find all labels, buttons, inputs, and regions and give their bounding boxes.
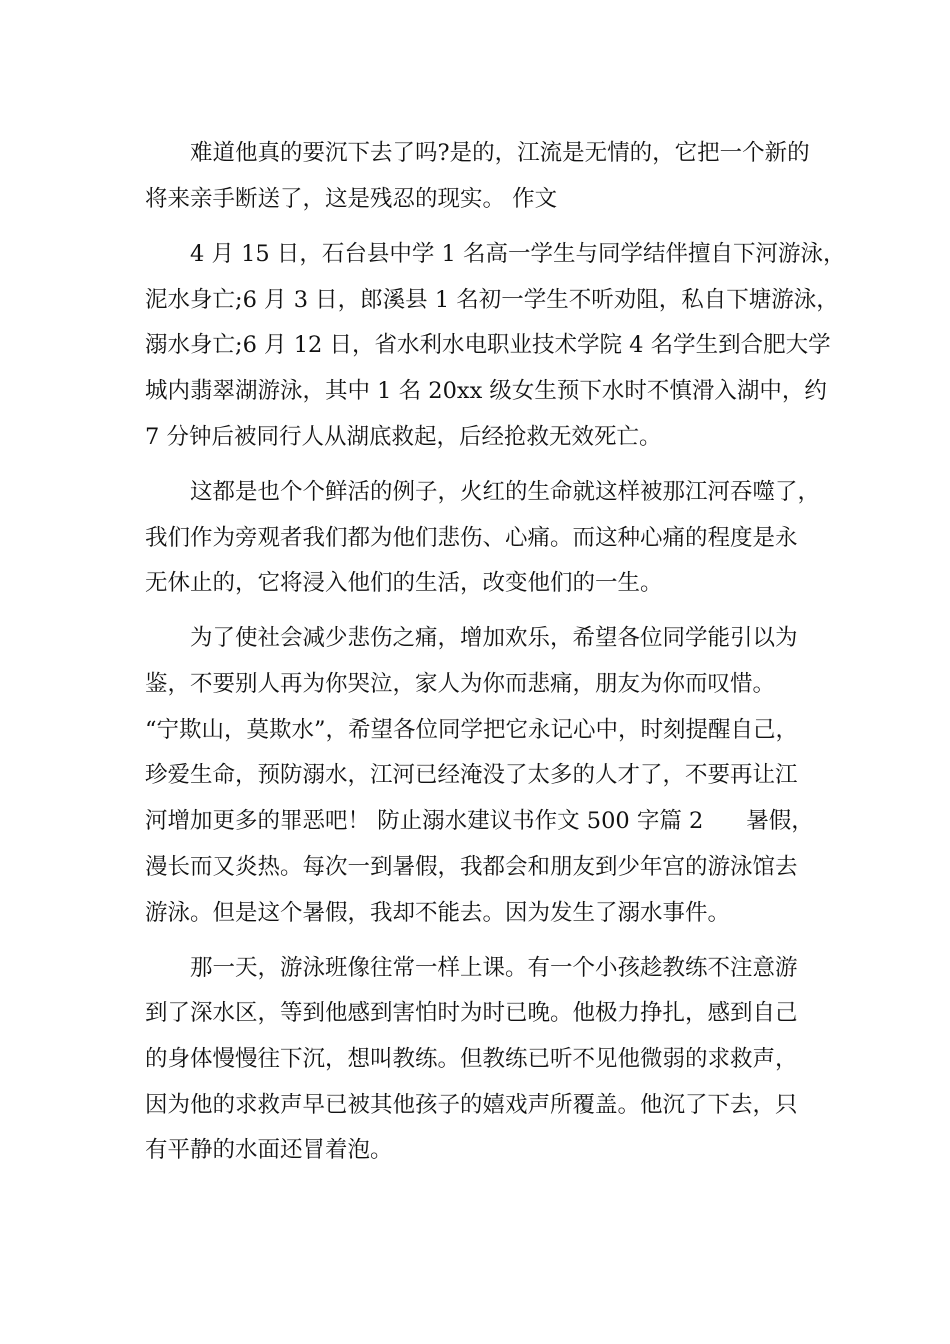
paragraph-1 — [145, 131, 825, 222]
text-line: 因为他的求救声早已被其他孩子的嬉戏声所覆盖。他沉了下去，只 — [145, 1091, 798, 1118]
text-line: 为了使社会减少悲伤之痛，增加欢乐，希望各位同学能引以为 — [190, 625, 798, 652]
text-line: 这都是也个个鲜活的例子，火红的生命就这样被那江河吞噬了， — [190, 478, 821, 505]
text-line: 鉴，不要别人再为你哭泣，家人为你而悲痛，朋友为你而叹惜。 — [145, 671, 776, 698]
paragraph-4 — [145, 616, 825, 936]
text-line: 到了深水区，等到他感到害怕时为时已晚。他极力挣扎，感到自己 — [145, 1000, 798, 1027]
text-line: 将来亲手断送了，这是残忍的现实。 作文 — [145, 185, 558, 212]
text-line: “宁欺山，莫欺水”，希望各位同学把它永记心中，时刻提醒自己， — [145, 716, 799, 743]
text-line: 那一天，游泳班像往常一样上课。有一个小孩趁教练不注意游 — [190, 954, 798, 981]
paragraph-5 — [145, 946, 825, 1174]
text-line: 我们作为旁观者我们都为他们悲伤、心痛。而这种心痛的程度是永 — [145, 524, 798, 551]
text-line: 难道他真的要沉下去了吗?是的，江流是无情的，它把一个新的 — [190, 140, 810, 166]
text-line: 河增加更多的罪恶吧！ 防止溺水建议书作文 500 字篇 2 暑假， — [145, 808, 814, 835]
text-line: 游泳。但是这个暑假，我却不能去。因为发生了溺水事件。 — [145, 899, 731, 926]
text-line: 有平静的水面还冒着泡。 — [145, 1137, 393, 1164]
text-line: 城内翡翠湖游泳，其中 1 名 20xx 级女生预下水时不慎滑入湖中，约 — [145, 377, 827, 404]
document-body — [145, 131, 846, 1174]
paragraph-2 — [145, 232, 846, 460]
text-line: 珍爱生命，预防溺水，江河已经淹没了太多的人才了，不要再让江 — [145, 762, 798, 789]
text-line: 溺水身亡;6 月 12 日，省水利水电职业技术学院 4 名学生到合肥大学 — [145, 332, 831, 359]
text-line: 的身体慢慢往下沉，想叫教练。但教练已听不见他微弱的求救声， — [145, 1046, 798, 1073]
text-line: 泥水身亡;6 月 3 日，郎溪县 1 名初一学生不听劝阻，私自下塘游泳， — [145, 286, 839, 313]
text-line: 4 月 15 日，石台县中学 1 名高一学生与同学结伴擅自下河游泳， — [190, 240, 846, 267]
paragraph-3 — [145, 470, 825, 607]
text-line: 7 分钟后被同行人从湖底救起，后经抢救无效死亡。 — [145, 423, 662, 450]
text-line: 漫长而又炎热。每次一到暑假，我都会和朋友到少年宫的游泳馆去 — [145, 853, 798, 880]
text-line: 无休止的，它将浸入他们的生活，改变他们的一生。 — [145, 570, 663, 597]
